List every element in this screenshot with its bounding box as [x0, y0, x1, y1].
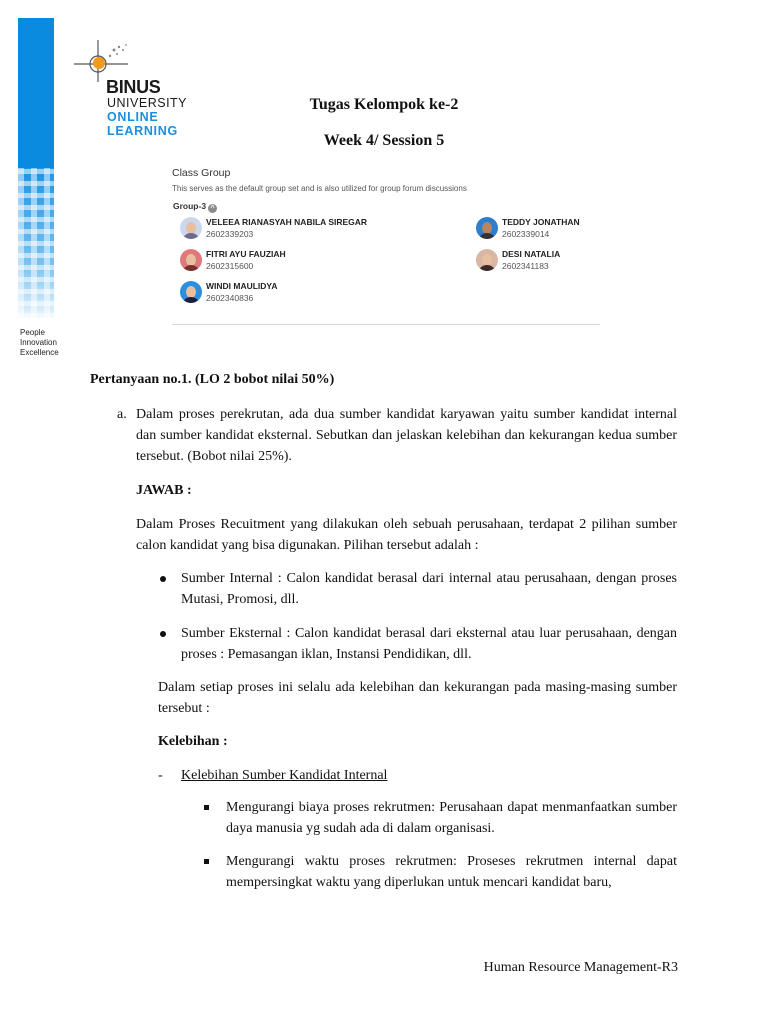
answer-intro: Dalam Proses Recuitment yang dilakukan oleh sebuah perusahaan, terdapat 2 pilihan sumber calon kandidat yang bisa digunakan. Pilihan tersebut adalah :	[136, 517, 677, 553]
logo-brand: BINUS	[106, 77, 161, 97]
avatar	[476, 249, 498, 271]
document-title: Tugas Kelompok ke-2	[309, 96, 459, 113]
list-marker-a: a.	[117, 407, 127, 422]
class-group-description: This serves as the default group set and is also utilized for group forum discussions	[172, 184, 467, 193]
list-item: Mengurangi biaya proses rekrutmen: Perusahaan dapat menmanfaatkan sumber daya manusia yg sudah ada di dalam organisasi.	[226, 800, 677, 836]
avatar	[180, 281, 202, 303]
decorative-strip	[18, 18, 54, 318]
answer-label: JAWAB :	[136, 483, 192, 498]
avatar	[180, 249, 202, 271]
group-name[interactable]: Group-3 ^	[173, 201, 217, 213]
sub-heading: Kelebihan Sumber Kandidat Internal	[181, 768, 388, 783]
square-bullet-icon	[204, 859, 209, 864]
list-item: Sumber Eksternal : Calon kandidat berasal dari eksternal atau luar perusahaan, dengan proses : Pemasangan iklan, Instansi Pendidikan, dll.	[181, 626, 677, 662]
list-item: Sumber Internal : Calon kandidat berasal dari internal atau perusahaan, dengan proses Mutasi, Promosi, dll.	[181, 571, 677, 607]
class-group-title: Class Group	[172, 167, 231, 179]
avatar	[476, 217, 498, 239]
avatar	[180, 217, 202, 239]
session-title: Week 4/ Session 5	[323, 132, 445, 149]
question-item-a: Dalam proses perekrutan, ada dua sumber kandidat karyawan yaitu sumber kandidat internal dan sumber kandidat eksternal. Sebutkan dan jelaskan kelebihan dan kekurangan kedua sumber tersebut. (Bobot nilai 25%).	[136, 407, 677, 464]
chevron-up-icon[interactable]: ^	[208, 204, 217, 213]
bullet-icon	[160, 631, 166, 637]
question-heading: Pertanyaan no.1. (LO 2 bobot nilai 50%)	[90, 372, 335, 387]
list-item: Mengurangi waktu proses rekrutmen: Proseses rekrutmen internal dapat mempersingkat waktu yang diperlukan untuk mencari kandidat baru,	[226, 854, 677, 890]
bullet-icon	[160, 576, 166, 582]
advantages-label: Kelebihan :	[158, 734, 228, 749]
logo-online: ONLINE	[107, 110, 159, 124]
logo-university: UNIVERSITY	[107, 96, 188, 110]
summary-paragraph: Dalam setiap proses ini selalu ada kelebihan dan kekurangan pada masing-masing sumber tersebut :	[158, 680, 677, 716]
square-bullet-icon	[204, 805, 209, 810]
class-group-panel: Class Group This serves as the default group set and is also utilized for group forum discussions Group-3 ^ VELEEA RIANASYAH NABILA SIREGAR 2602339203 TEDDY JONATHAN 2602339014 FITRI AYU FAUZIAH 2602315600 DESI NATALIA 2602341183 WINDI MAULIDYA 2602340836	[172, 164, 600, 325]
dash-marker: -	[158, 768, 163, 783]
logo-tagline: People Innovation Excellence	[20, 328, 59, 357]
footer-course: Human Resource Management-R3	[483, 960, 678, 975]
logo-learning: LEARNING	[107, 124, 178, 138]
